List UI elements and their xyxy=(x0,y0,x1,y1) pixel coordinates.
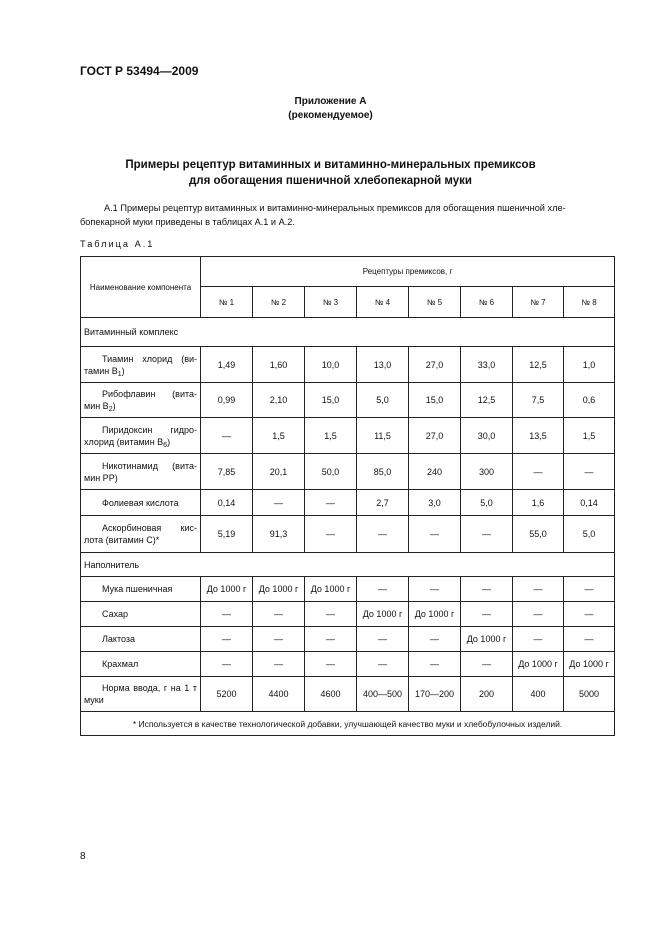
table-cell: До 1000 г xyxy=(253,577,305,602)
table-label: Таблица А.1 xyxy=(80,239,155,249)
table-cell: — xyxy=(357,652,409,677)
table-row xyxy=(81,677,615,712)
table-cell: 0,6 xyxy=(564,383,615,418)
table-cell: 12,5 xyxy=(513,347,564,383)
table-cell: — xyxy=(201,602,253,627)
table-cell: — xyxy=(409,577,461,602)
table-cell: 5200 xyxy=(201,677,253,712)
table-cell: 4400 xyxy=(253,677,305,712)
row-name-subscript: 6 xyxy=(163,441,168,449)
table-cell: 0,14 xyxy=(564,490,615,516)
table-cell: 15,0 xyxy=(409,383,461,418)
table-cell: До 1000 г xyxy=(201,577,253,602)
table-row xyxy=(81,490,615,516)
table-row xyxy=(81,418,615,454)
table-cell: 1,5 xyxy=(253,418,305,454)
table-cell: — xyxy=(253,490,305,516)
table-cell: — xyxy=(461,516,513,553)
table-row xyxy=(81,347,615,383)
table-cell: 2,10 xyxy=(253,383,305,418)
row-name-subscript: 1 xyxy=(117,370,122,378)
table-cell: 1,5 xyxy=(564,418,615,454)
table-cell: 0,14 xyxy=(201,490,253,516)
table-cell: 7,85 xyxy=(201,454,253,490)
table-cell: — xyxy=(513,577,564,602)
table-cell: 12,5 xyxy=(461,383,513,418)
table-cell: — xyxy=(564,577,615,602)
table-row xyxy=(81,577,615,602)
table-cell: 1,60 xyxy=(253,347,305,383)
table-cell: 1,6 xyxy=(513,490,564,516)
table-cell: — xyxy=(461,652,513,677)
table-cell: 85,0 xyxy=(357,454,409,490)
table-cell: 11,5 xyxy=(357,418,409,454)
table-cell: 1,0 xyxy=(564,347,615,383)
page-number: 8 xyxy=(80,851,86,862)
row-name-text: Тиамин хлорид (ви-тамин В xyxy=(84,353,197,376)
table-cell: — xyxy=(409,627,461,652)
table-cell: 1,49 xyxy=(201,347,253,383)
table-row xyxy=(81,516,615,553)
table-cell: — xyxy=(564,627,615,652)
premix-recipes-table xyxy=(80,256,615,736)
col-header-component: Наименование компонента xyxy=(81,257,201,318)
table-cell: — xyxy=(513,454,564,490)
row-name xyxy=(81,383,201,418)
intro-paragraph-line-2: бопекарной муки приведены в таблицах А.1 и А.2. xyxy=(80,217,295,227)
section-title-line-1: Примеры рецептур витаминных и витаминно-минеральных премиксов xyxy=(125,159,536,171)
table-cell: 4600 xyxy=(305,677,357,712)
row-name: Крахмал xyxy=(81,652,201,677)
table-cell: 13,5 xyxy=(513,418,564,454)
col-header: № 2 xyxy=(253,287,305,318)
table-cell: 5,19 xyxy=(201,516,253,553)
table-cell: 20,1 xyxy=(253,454,305,490)
intro-paragraph-line-1: А.1 Примеры рецептур витаминных и витаминно-минеральных премиксов для обогащения пшеничной хле- xyxy=(104,203,566,213)
table-cell: 240 xyxy=(409,454,461,490)
annex-type: (рекомендуемое) xyxy=(288,110,373,121)
section-label: Витаминный комплекс xyxy=(81,318,615,347)
table-cell: — xyxy=(305,516,357,553)
annex-title: Приложение А xyxy=(294,96,367,107)
table-cell: 5000 xyxy=(564,677,615,712)
table-cell: — xyxy=(409,652,461,677)
row-name: Сахар xyxy=(81,602,201,627)
table-cell: До 1000 г xyxy=(409,602,461,627)
document-code: ГОСТ Р 53494—2009 xyxy=(80,64,199,78)
table-cell: — xyxy=(253,602,305,627)
table-cell: 1,5 xyxy=(305,418,357,454)
table-cell: — xyxy=(564,454,615,490)
row-name-text: Рибофлавин (вита-мин В xyxy=(84,389,197,411)
col-header: № 7 xyxy=(513,287,564,318)
table-cell: — xyxy=(253,652,305,677)
table-cell: 400—500 xyxy=(357,677,409,712)
row-name-end: ) xyxy=(167,436,171,447)
table-cell: 13,0 xyxy=(357,347,409,383)
table-cell: 300 xyxy=(461,454,513,490)
table-cell: 400 xyxy=(513,677,564,712)
table-cell: 55,0 xyxy=(513,516,564,553)
table-cell: 30,0 xyxy=(461,418,513,454)
row-name-end: ) xyxy=(112,401,116,411)
section-label: Наполнитель xyxy=(81,553,615,577)
table-cell: 3,0 xyxy=(409,490,461,516)
table-cell: 5,0 xyxy=(461,490,513,516)
table-cell: 27,0 xyxy=(409,347,461,383)
table-cell: 200 xyxy=(461,677,513,712)
table-cell: До 1000 г xyxy=(461,627,513,652)
table-cell: — xyxy=(201,418,253,454)
table-cell: 5,0 xyxy=(357,383,409,418)
row-name xyxy=(81,418,201,454)
table-row xyxy=(81,383,615,418)
col-header: № 3 xyxy=(305,287,357,318)
row-name: Фолиевая кислота xyxy=(81,490,201,516)
table-cell: — xyxy=(201,627,253,652)
table-cell: — xyxy=(305,627,357,652)
table-cell: 7,5 xyxy=(513,383,564,418)
table-cell: — xyxy=(305,652,357,677)
table-cell: — xyxy=(305,490,357,516)
row-name: Никотинамид (вита-мин РР) xyxy=(81,454,201,490)
row-name xyxy=(81,347,201,383)
table-cell: 2,7 xyxy=(357,490,409,516)
section-row-filler xyxy=(81,553,615,577)
section-row-vitamins xyxy=(81,318,615,347)
row-name: Мука пшеничная xyxy=(81,577,201,602)
table-row xyxy=(81,454,615,490)
row-name-subscript: 2 xyxy=(108,406,113,413)
section-title-line-2: для обогащения пшеничной хлебопекарной муки xyxy=(189,175,472,187)
footnote-row xyxy=(81,712,615,736)
table-row xyxy=(81,652,615,677)
table-cell: 0,99 xyxy=(201,383,253,418)
table-body xyxy=(81,257,615,736)
table-cell: — xyxy=(357,577,409,602)
table-cell: — xyxy=(357,516,409,553)
table-cell: 5,0 xyxy=(564,516,615,553)
table-cell: — xyxy=(305,602,357,627)
table-cell: 50,0 xyxy=(305,454,357,490)
table-cell: 15,0 xyxy=(305,383,357,418)
table-cell: — xyxy=(513,627,564,652)
table-cell: — xyxy=(513,602,564,627)
row-name: Лактоза xyxy=(81,627,201,652)
row-name: Аскорбиновая кис-лота (витамин С)* xyxy=(81,516,201,553)
table-row xyxy=(81,627,615,652)
table-cell: 33,0 xyxy=(461,347,513,383)
row-name: Норма ввода, г на 1 т муки xyxy=(81,677,201,712)
table-cell: До 1000 г xyxy=(564,652,615,677)
col-header: № 6 xyxy=(461,287,513,318)
table-cell: До 1000 г xyxy=(305,577,357,602)
table-cell: До 1000 г xyxy=(357,602,409,627)
row-name-text: Пиридоксин гидро-хлорид (витамин В xyxy=(84,424,197,447)
table-cell: — xyxy=(461,577,513,602)
table-cell: До 1000 г xyxy=(513,652,564,677)
table-cell: — xyxy=(409,516,461,553)
col-header: № 8 xyxy=(564,287,615,318)
col-header: № 1 xyxy=(201,287,253,318)
col-header: № 4 xyxy=(357,287,409,318)
table-cell: 170—200 xyxy=(409,677,461,712)
col-header: № 5 xyxy=(409,287,461,318)
table-cell: 10,0 xyxy=(305,347,357,383)
row-name-end: ) xyxy=(121,365,125,376)
table-cell: 91,3 xyxy=(253,516,305,553)
table-cell: — xyxy=(253,627,305,652)
table-cell: — xyxy=(201,652,253,677)
header-row-group xyxy=(81,257,615,287)
table-cell: — xyxy=(357,627,409,652)
table-cell: — xyxy=(461,602,513,627)
col-header-recipes: Рецептуры премиксов, г xyxy=(201,257,615,287)
table-cell: 27,0 xyxy=(409,418,461,454)
table-cell: — xyxy=(564,602,615,627)
table-footnote: * Используется в качестве технологической добавки, улучшающей качество муки и хлебобулочных изделий. xyxy=(81,712,615,736)
table-row xyxy=(81,602,615,627)
